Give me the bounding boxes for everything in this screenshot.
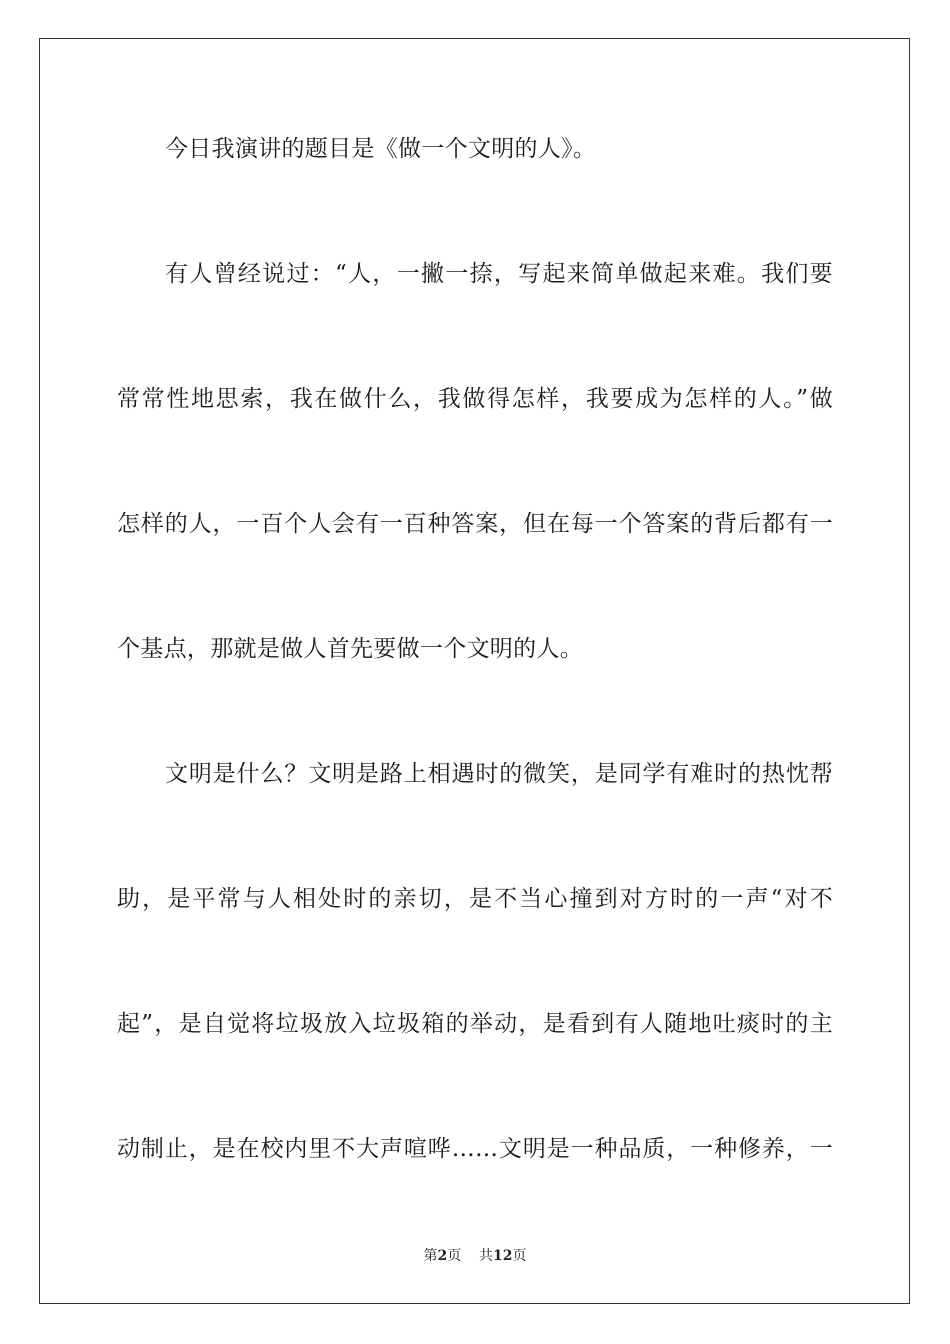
footer-page-suffix: 页 (447, 1248, 462, 1264)
footer-page-prefix: 第 (423, 1248, 438, 1264)
footer-total-prefix: 共 (479, 1248, 494, 1264)
paragraph-line: 助，是平常与人相处时的亲切，是不当心撞到对方时的一声“对不 (117, 886, 833, 912)
paragraph-line: 动制止，是在校内里不大声喧哗……文明是一种品质，一种修养，一 (117, 1136, 833, 1162)
paragraph-line: 常常性地思索，我在做什么，我做得怎样，我要成为怎样的人。”做 (117, 386, 833, 412)
page-frame (39, 38, 910, 1304)
paragraph-line: 起”，是自觉将垃圾放入垃圾箱的举动，是看到有人随地吐痰时的主 (117, 1011, 833, 1037)
footer-total-pages: 12 (493, 1248, 513, 1264)
page-footer (0, 1246, 950, 1266)
footer-page-number: 2 (437, 1248, 448, 1264)
paragraph-line: 今日我演讲的题目是《做一个文明的人》。 (165, 136, 597, 162)
footer-total-suffix: 页 (512, 1248, 527, 1264)
paragraph-line: 文明是什么？文明是路上相遇时的微笑，是同学有难时的热忱帮 (165, 761, 833, 787)
paragraph-line: 个基点，那就是做人首先要做一个文明的人。 (117, 636, 583, 662)
paragraph-line: 怎样的人，一百个人会有一百种答案，但在每一个答案的背后都有一 (117, 511, 833, 537)
paragraph-line: 有人曾经说过：“人，一撇一捺，写起来简单做起来难。我们要 (165, 261, 833, 287)
footer-spacer (461, 1248, 479, 1264)
